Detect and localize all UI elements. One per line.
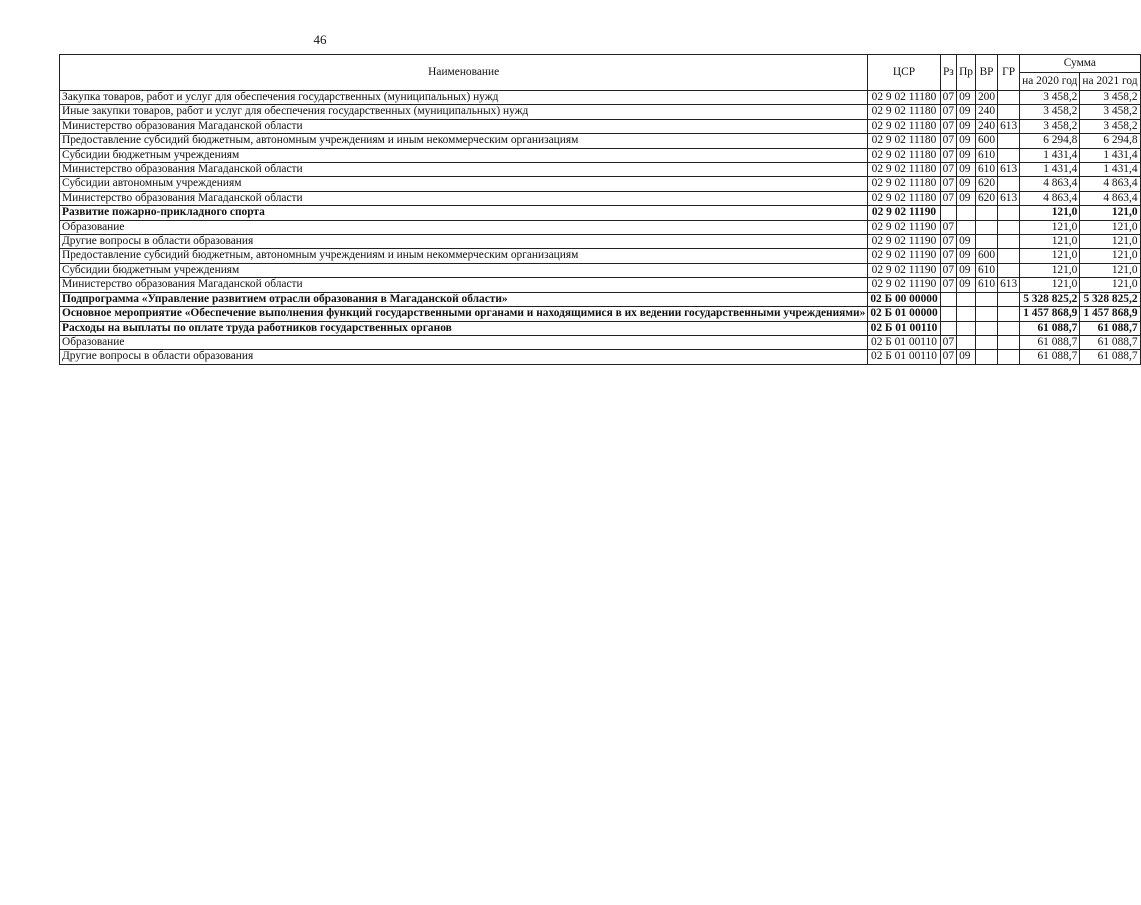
row-gr-cell <box>998 91 1020 105</box>
row-name-cell: Иные закупки товаров, работ и услуг для обеспечения государственных (муниципальных) нужд <box>60 105 868 119</box>
row-pr-cell: 09 <box>957 105 976 119</box>
row-pr-cell <box>957 335 976 349</box>
table-row <box>60 249 1141 263</box>
row-rz-cell: 07 <box>940 191 956 205</box>
row-csr-cell: 02 9 02 11180 <box>868 191 940 205</box>
row-gr-cell <box>998 177 1020 191</box>
row-vr-cell: 240 <box>975 105 997 119</box>
row-amount-2020-cell: 121,0 <box>1020 220 1080 234</box>
row-gr-cell <box>998 134 1020 148</box>
row-amount-2021-cell: 121,0 <box>1080 263 1140 277</box>
row-pr-cell: 09 <box>957 191 976 205</box>
row-pr-cell: 09 <box>957 249 976 263</box>
row-rz-cell: 07 <box>940 134 956 148</box>
row-rz-cell: 07 <box>940 263 956 277</box>
row-pr-cell: 09 <box>957 278 976 292</box>
table-row <box>60 177 1141 191</box>
table-row <box>60 220 1141 234</box>
row-name-cell: Образование <box>60 335 868 349</box>
row-name-cell: Субсидии бюджетным учреждениям <box>60 148 868 162</box>
row-amount-2021-cell: 121,0 <box>1080 206 1140 220</box>
row-amount-2021-cell: 1 457 868,9 <box>1080 307 1140 321</box>
row-rz-cell: 07 <box>940 350 956 364</box>
row-gr-cell <box>998 350 1020 364</box>
row-rz-cell: 07 <box>940 278 956 292</box>
row-amount-2021-cell: 121,0 <box>1080 235 1140 249</box>
page-number: 46 <box>313 32 327 47</box>
row-gr-cell <box>998 263 1020 277</box>
row-amount-2020-cell: 61 088,7 <box>1020 335 1080 349</box>
row-gr-cell <box>998 235 1020 249</box>
row-vr-cell: 610 <box>975 163 997 177</box>
row-csr-cell: 02 9 02 11190 <box>868 235 940 249</box>
header-pr: Пр <box>957 55 976 91</box>
row-rz-cell <box>940 292 956 306</box>
row-rz-cell <box>940 321 956 335</box>
row-vr-cell <box>975 307 997 321</box>
row-csr-cell: 02 9 02 11180 <box>868 148 940 162</box>
table-row <box>60 335 1141 349</box>
row-csr-cell: 02 9 02 11180 <box>868 119 940 133</box>
table-body <box>60 91 1141 365</box>
row-gr-cell: 613 <box>998 278 1020 292</box>
row-gr-cell <box>998 105 1020 119</box>
row-pr-cell: 09 <box>957 177 976 191</box>
row-amount-2020-cell: 121,0 <box>1020 249 1080 263</box>
row-pr-cell <box>957 292 976 306</box>
row-rz-cell: 07 <box>940 335 956 349</box>
row-amount-2021-cell: 4 863,4 <box>1080 191 1140 205</box>
row-vr-cell: 240 <box>975 119 997 133</box>
row-vr-cell: 600 <box>975 134 997 148</box>
row-gr-cell <box>998 307 1020 321</box>
row-name-cell: Подпрограмма «Управление развитием отрасли образования в Магаданской области» <box>60 292 868 306</box>
row-pr-cell <box>957 307 976 321</box>
header-name: Наименование <box>60 55 868 91</box>
row-gr-cell <box>998 148 1020 162</box>
row-amount-2020-cell: 61 088,7 <box>1020 350 1080 364</box>
row-name-cell: Предоставление субсидий бюджетным, автономным учреждениям и иным некоммерческим организациям <box>60 249 868 263</box>
row-name-cell: Министерство образования Магаданской области <box>60 119 868 133</box>
row-csr-cell: 02 Б 01 00110 <box>868 350 940 364</box>
row-amount-2020-cell: 5 328 825,2 <box>1020 292 1080 306</box>
header-year-2020: на 2020 год <box>1020 73 1080 91</box>
row-amount-2021-cell: 121,0 <box>1080 220 1140 234</box>
row-vr-cell <box>975 350 997 364</box>
row-csr-cell: 02 Б 00 00000 <box>868 292 940 306</box>
row-amount-2021-cell: 4 863,4 <box>1080 177 1140 191</box>
row-rz-cell: 07 <box>940 91 956 105</box>
row-name-cell: Другие вопросы в области образования <box>60 350 868 364</box>
row-name-cell: Другие вопросы в области образования <box>60 235 868 249</box>
row-amount-2020-cell: 121,0 <box>1020 263 1080 277</box>
row-pr-cell: 09 <box>957 235 976 249</box>
row-amount-2020-cell: 6 294,8 <box>1020 134 1080 148</box>
row-amount-2021-cell: 3 458,2 <box>1080 105 1140 119</box>
row-pr-cell: 09 <box>957 163 976 177</box>
table-row <box>60 307 1141 321</box>
row-vr-cell: 600 <box>975 249 997 263</box>
row-name-cell: Основное мероприятие «Обеспечение выполнения функций государственными органами и находящимися в их ведении государственными учреждениями» <box>60 307 868 321</box>
row-vr-cell: 610 <box>975 278 997 292</box>
header-vr: ВР <box>975 55 997 91</box>
row-name-cell: Развитие пожарно-прикладного спорта <box>60 206 868 220</box>
table-row <box>60 321 1141 335</box>
row-name-cell: Субсидии автономным учреждениям <box>60 177 868 191</box>
row-gr-cell <box>998 335 1020 349</box>
row-gr-cell <box>998 249 1020 263</box>
row-csr-cell: 02 9 02 11190 <box>868 206 940 220</box>
row-vr-cell <box>975 292 997 306</box>
row-gr-cell <box>998 292 1020 306</box>
row-rz-cell: 07 <box>940 148 956 162</box>
row-gr-cell: 613 <box>998 119 1020 133</box>
row-csr-cell: 02 9 02 11180 <box>868 105 940 119</box>
row-amount-2020-cell: 3 458,2 <box>1020 119 1080 133</box>
row-vr-cell <box>975 220 997 234</box>
row-vr-cell <box>975 321 997 335</box>
table-row <box>60 119 1141 133</box>
row-amount-2020-cell: 1 457 868,9 <box>1020 307 1080 321</box>
row-gr-cell <box>998 206 1020 220</box>
row-vr-cell: 620 <box>975 191 997 205</box>
table-row <box>60 206 1141 220</box>
row-rz-cell: 07 <box>940 163 956 177</box>
row-csr-cell: 02 9 02 11180 <box>868 134 940 148</box>
row-csr-cell: 02 9 02 11180 <box>868 91 940 105</box>
table-row <box>60 292 1141 306</box>
row-amount-2021-cell: 1 431,4 <box>1080 163 1140 177</box>
row-pr-cell: 09 <box>957 134 976 148</box>
header-rz: Рз <box>940 55 956 91</box>
row-amount-2020-cell: 121,0 <box>1020 278 1080 292</box>
row-vr-cell: 200 <box>975 91 997 105</box>
row-gr-cell <box>998 321 1020 335</box>
row-vr-cell: 620 <box>975 177 997 191</box>
row-name-cell: Образование <box>60 220 868 234</box>
row-csr-cell: 02 Б 01 00110 <box>868 321 940 335</box>
row-vr-cell: 610 <box>975 263 997 277</box>
row-vr-cell <box>975 335 997 349</box>
row-rz-cell <box>940 206 956 220</box>
row-vr-cell: 610 <box>975 148 997 162</box>
row-name-cell: Министерство образования Магаданской области <box>60 163 868 177</box>
row-vr-cell <box>975 206 997 220</box>
row-rz-cell: 07 <box>940 235 956 249</box>
row-pr-cell <box>957 321 976 335</box>
row-gr-cell: 613 <box>998 191 1020 205</box>
row-amount-2021-cell: 121,0 <box>1080 278 1140 292</box>
row-name-cell: Расходы на выплаты по оплате труда работников государственных органов <box>60 321 868 335</box>
row-csr-cell: 02 9 02 11180 <box>868 177 940 191</box>
row-csr-cell: 02 9 02 11190 <box>868 249 940 263</box>
row-name-cell: Предоставление субсидий бюджетным, автономным учреждениям и иным некоммерческим организациям <box>60 134 868 148</box>
row-name-cell: Субсидии бюджетным учреждениям <box>60 263 868 277</box>
budget-table <box>59 54 1141 365</box>
table-row <box>60 278 1141 292</box>
row-rz-cell <box>940 307 956 321</box>
row-amount-2020-cell: 3 458,2 <box>1020 105 1080 119</box>
row-pr-cell: 09 <box>957 119 976 133</box>
row-pr-cell <box>957 220 976 234</box>
row-rz-cell: 07 <box>940 220 956 234</box>
row-amount-2020-cell: 1 431,4 <box>1020 163 1080 177</box>
row-csr-cell: 02 Б 01 00000 <box>868 307 940 321</box>
table-row <box>60 148 1141 162</box>
header-year-2021: на 2021 год <box>1080 73 1140 91</box>
row-amount-2021-cell: 5 328 825,2 <box>1080 292 1140 306</box>
row-amount-2020-cell: 4 863,4 <box>1020 177 1080 191</box>
table-row <box>60 163 1141 177</box>
row-rz-cell: 07 <box>940 177 956 191</box>
header-sum: Сумма <box>1020 55 1140 73</box>
row-gr-cell: 613 <box>998 163 1020 177</box>
row-csr-cell: 02 9 02 11190 <box>868 263 940 277</box>
row-amount-2021-cell: 1 431,4 <box>1080 148 1140 162</box>
row-amount-2021-cell: 3 458,2 <box>1080 91 1140 105</box>
table-row <box>60 235 1141 249</box>
row-pr-cell: 09 <box>957 350 976 364</box>
row-name-cell: Министерство образования Магаданской области <box>60 191 868 205</box>
table-row <box>60 134 1141 148</box>
row-amount-2021-cell: 121,0 <box>1080 249 1140 263</box>
row-csr-cell: 02 9 02 11190 <box>868 220 940 234</box>
row-amount-2020-cell: 1 431,4 <box>1020 148 1080 162</box>
table-row <box>60 263 1141 277</box>
row-pr-cell: 09 <box>957 148 976 162</box>
row-amount-2021-cell: 6 294,8 <box>1080 134 1140 148</box>
row-amount-2021-cell: 61 088,7 <box>1080 350 1140 364</box>
row-amount-2020-cell: 61 088,7 <box>1020 321 1080 335</box>
row-gr-cell <box>998 220 1020 234</box>
table-row <box>60 105 1141 119</box>
row-amount-2020-cell: 4 863,4 <box>1020 191 1080 205</box>
table-row <box>60 191 1141 205</box>
row-pr-cell: 09 <box>957 263 976 277</box>
row-rz-cell: 07 <box>940 105 956 119</box>
row-vr-cell <box>975 235 997 249</box>
row-amount-2020-cell: 3 458,2 <box>1020 91 1080 105</box>
row-amount-2021-cell: 61 088,7 <box>1080 321 1140 335</box>
row-amount-2020-cell: 121,0 <box>1020 235 1080 249</box>
table-row <box>60 91 1141 105</box>
row-csr-cell: 02 9 02 11190 <box>868 278 940 292</box>
row-pr-cell: 09 <box>957 91 976 105</box>
row-amount-2021-cell: 61 088,7 <box>1080 335 1140 349</box>
row-name-cell: Министерство образования Магаданской области <box>60 278 868 292</box>
row-name-cell: Закупка товаров, работ и услуг для обеспечения государственных (муниципальных) нужд <box>60 91 868 105</box>
row-amount-2020-cell: 121,0 <box>1020 206 1080 220</box>
row-amount-2021-cell: 3 458,2 <box>1080 119 1140 133</box>
row-csr-cell: 02 9 02 11180 <box>868 163 940 177</box>
header-gr: ГР <box>998 55 1020 91</box>
header-csr: ЦСР <box>868 55 940 91</box>
row-pr-cell <box>957 206 976 220</box>
row-rz-cell: 07 <box>940 249 956 263</box>
row-csr-cell: 02 Б 01 00110 <box>868 335 940 349</box>
table-row <box>60 350 1141 364</box>
row-rz-cell: 07 <box>940 119 956 133</box>
